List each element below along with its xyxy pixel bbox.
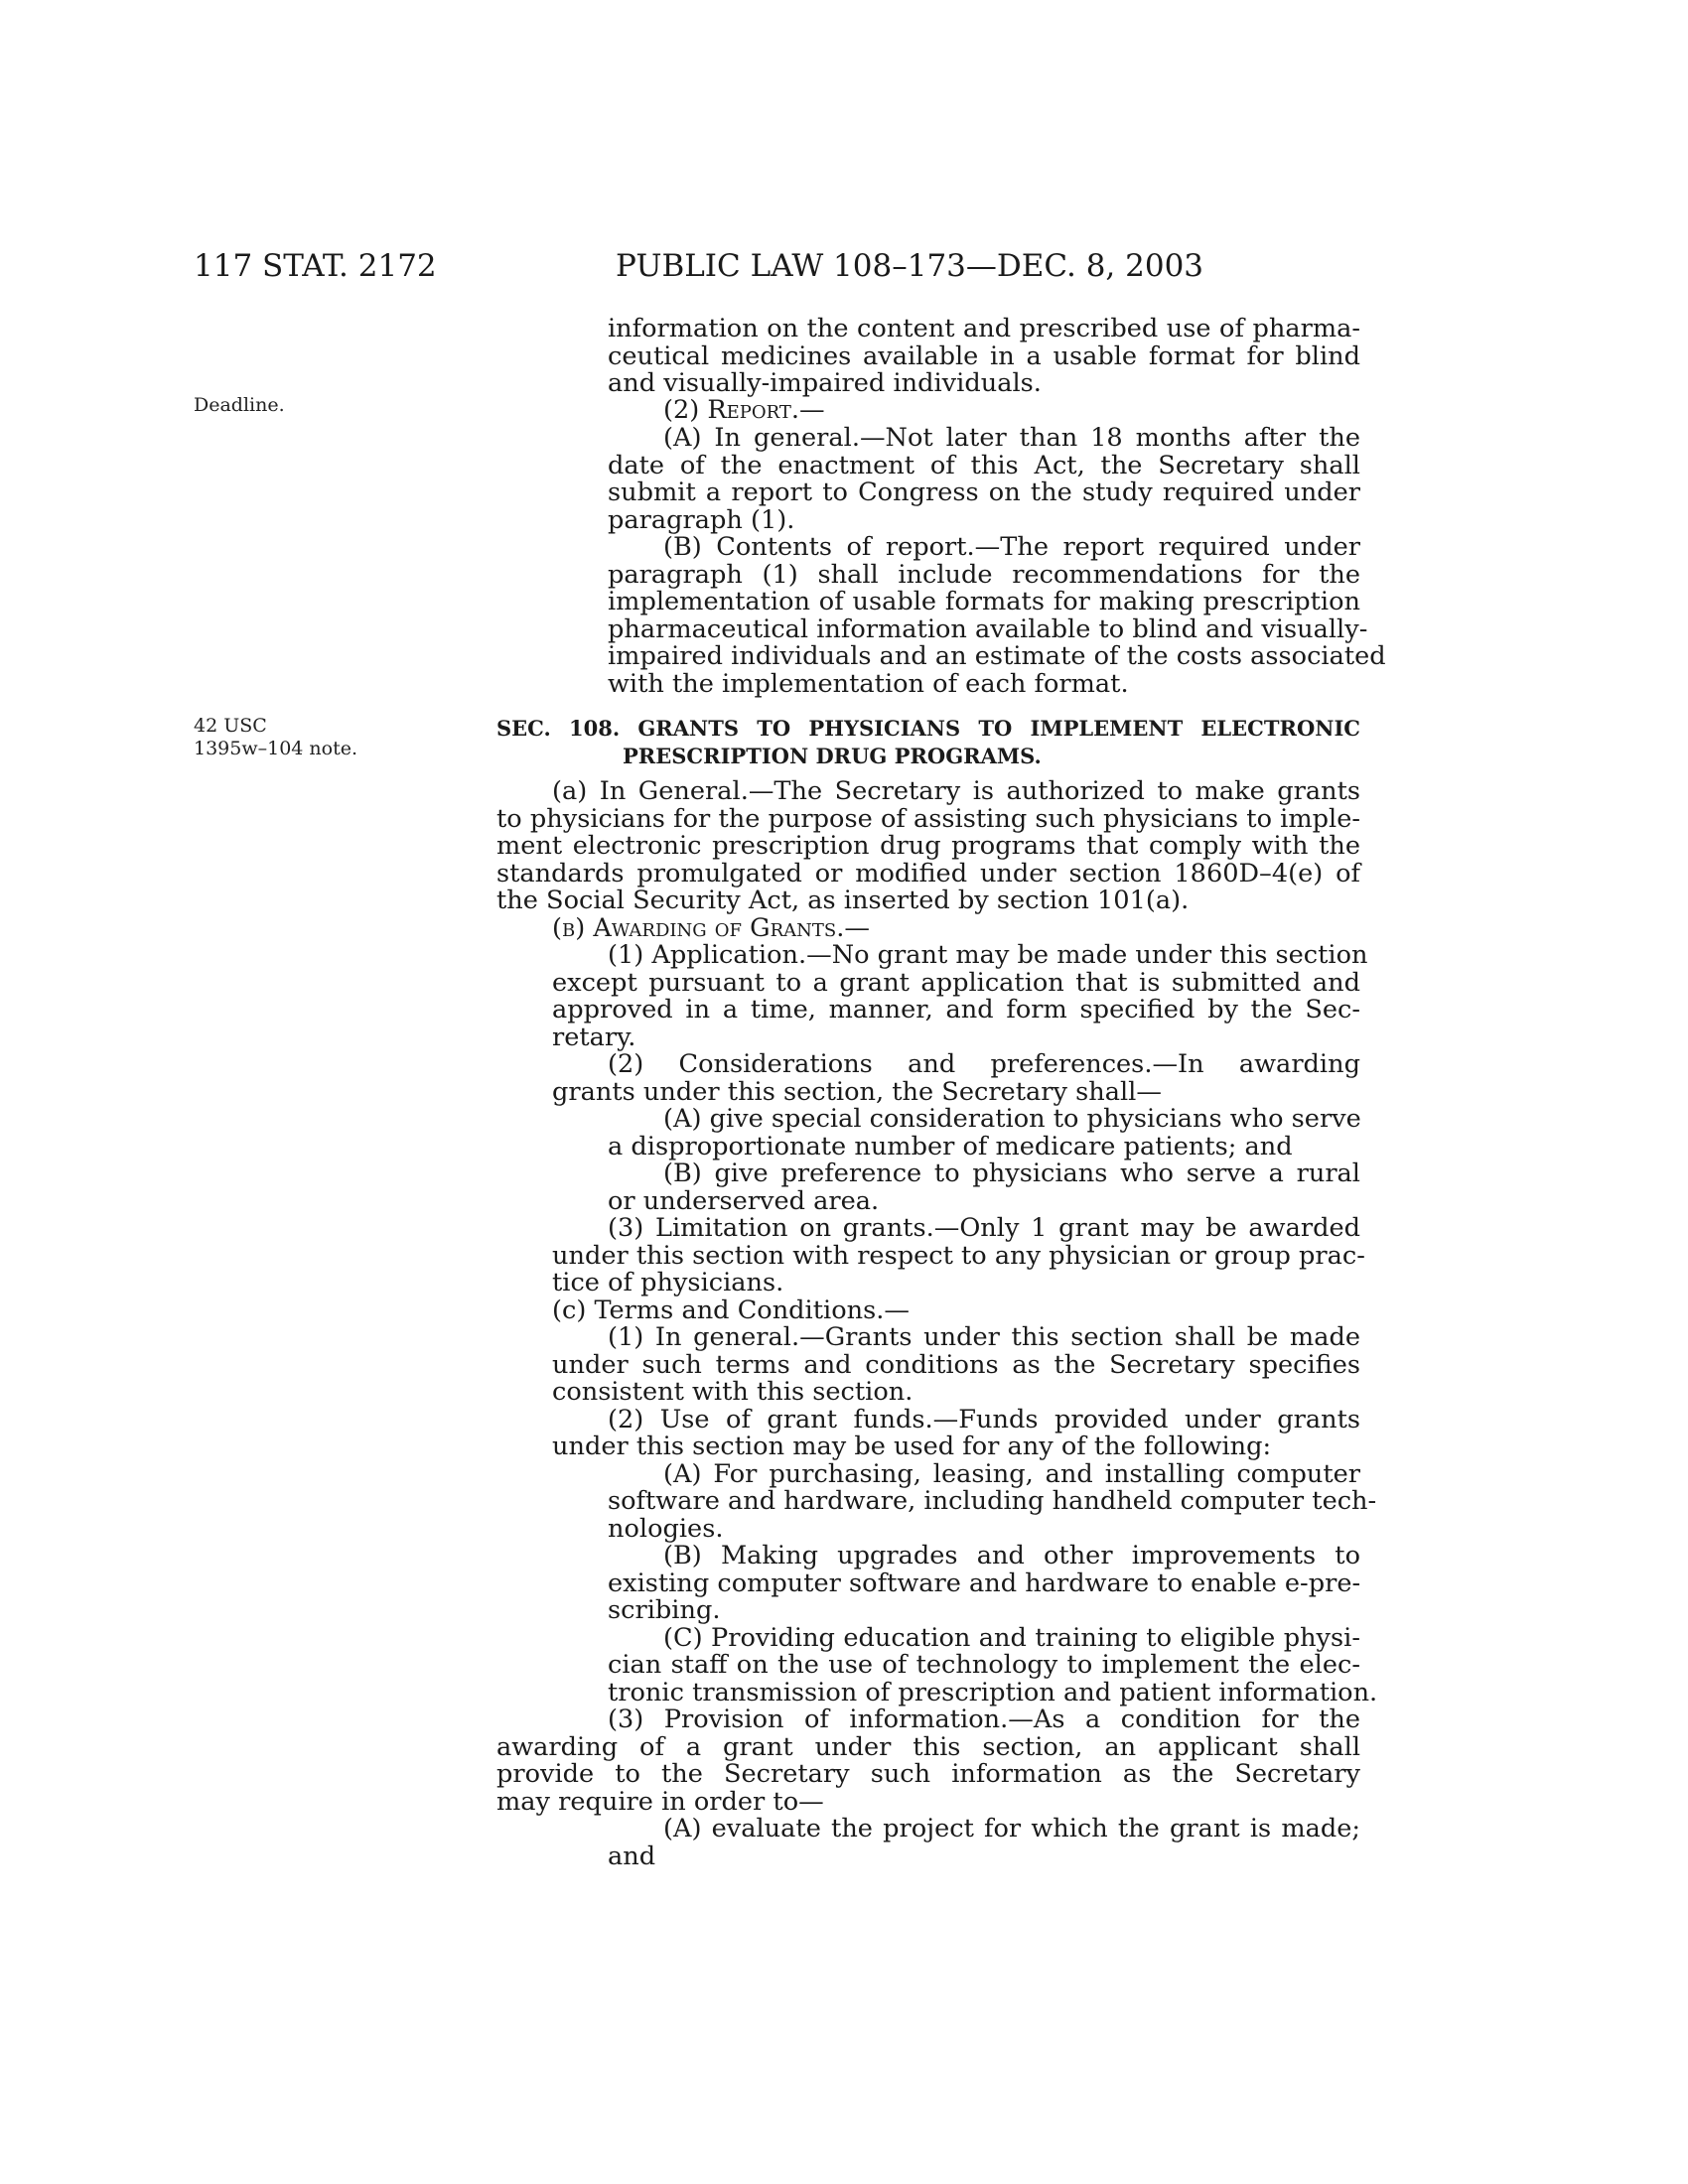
- report-paragraph-a: [608, 425, 1360, 534]
- text-line: approved in a time, manner, and form specified by the Sec-: [552, 995, 1360, 1024]
- text-line: (C) Providing education and training to eligible physi-: [663, 1622, 1360, 1653]
- text-line: a disproportionate number of medicare patients; and: [608, 1131, 1293, 1161]
- text-line: with the implementation of each format.: [608, 668, 1129, 699]
- text-line: to physicians for the purpose of assisting such physicians to imple-: [496, 803, 1360, 834]
- section-heading-line-2: PRESCRIPTION DRUG PROGRAMS.: [623, 743, 1042, 768]
- text-line: tice of physicians.: [552, 1268, 784, 1297]
- text-line: retary.: [552, 1022, 636, 1052]
- text-line: (c) Terms and Conditions.—: [552, 1295, 910, 1325]
- top-paragraph: [608, 316, 1360, 398]
- text-line: existing computer software and hardware to enable e-pre-: [608, 1568, 1361, 1598]
- text-line: consistent with this section.: [552, 1377, 914, 1407]
- section-body: [496, 776, 1378, 1871]
- text-line: or underserved area.: [608, 1185, 880, 1216]
- text-line: (b) Awarding of Grants.—: [552, 912, 870, 943]
- margin-note-deadline: Deadline.: [194, 394, 285, 416]
- text-line: (B) give preference to physicians who serve a rural: [663, 1159, 1360, 1188]
- text-line: impaired individuals and an estimate of the costs associated: [608, 641, 1386, 671]
- text-line: (a) In General.—The Secretary is authorized to make grants: [552, 776, 1360, 806]
- text-line: (3) Limitation on grants.—Only 1 grant may be awarded: [608, 1213, 1360, 1243]
- text-line: paragraph (1) shall include recommendations for the: [608, 559, 1360, 590]
- text-line: grants under this section, the Secretary shall—: [552, 1076, 1162, 1107]
- text-line: (2) Use of grant funds.—Funds provided under grants: [608, 1404, 1360, 1434]
- margin-note-usc-1: 42 USC: [194, 715, 267, 737]
- text-line: information on the content and prescribed use of pharma-: [608, 314, 1360, 343]
- text-line: (A) For purchasing, leasing, and installing computer: [663, 1458, 1360, 1489]
- text-line: tronic transmission of prescription and patient information.: [608, 1677, 1378, 1707]
- text-line: (A) In general.—Not later than 18 months after the: [663, 423, 1360, 453]
- report-paragraph-b: [608, 532, 1386, 699]
- text-line: ceutical medicines available in a usable format for blind: [608, 341, 1360, 371]
- text-line: under such terms and conditions as the Secretary specifies: [552, 1349, 1360, 1380]
- text-line: (B) Making upgrades and other improvements to: [663, 1541, 1360, 1570]
- text-line: (1) Application.—No grant may be made under this section: [608, 940, 1368, 970]
- text-line: software and hardware, including handheld computer tech-: [608, 1486, 1377, 1516]
- text-line: date of the enactment of this Act, the Secretary shall: [608, 450, 1360, 480]
- text-line: (3) Provision of information.—As a condition for the: [608, 1705, 1360, 1734]
- text-line: (A) evaluate the project for which the grant is made;: [663, 1814, 1360, 1843]
- text-line: pharmaceutical information available to blind and visually-: [608, 614, 1368, 644]
- text-line: and visually-impaired individuals.: [608, 368, 1042, 398]
- text-line: (B) Contents of report.—The report required under: [663, 532, 1360, 562]
- section-heading: [496, 715, 1360, 769]
- margin-note-usc-2: 1395w–104 note.: [194, 738, 358, 759]
- text-line: except pursuant to a grant application that is submitted and: [552, 967, 1360, 998]
- text-line: nologies.: [608, 1513, 724, 1544]
- text-line: implementation of usable formats for making prescription: [608, 587, 1360, 616]
- text-line: under this section may be used for any of the following:: [552, 1432, 1272, 1461]
- statute-page-number: 117 STAT. 2172: [194, 248, 437, 284]
- text-line: submit a report to Congress on the study required under: [608, 478, 1360, 507]
- text-line: cian staff on the use of technology to implement the elec-: [608, 1650, 1360, 1680]
- text-line: paragraph (1).: [608, 504, 795, 535]
- running-header: PUBLIC LAW 108–173—DEC. 8, 2003: [616, 248, 1204, 284]
- text-line: and: [608, 1841, 656, 1871]
- text-line: (1) In general.—Grants under this section shall be made: [608, 1322, 1360, 1352]
- section-heading-line-1: SEC. 108. GRANTS TO PHYSICIANS TO IMPLEMENT ELECTRONIC: [496, 716, 1360, 741]
- text-line: (2) Considerations and preferences.—In awarding: [608, 1049, 1360, 1079]
- text-line: the Social Security Act, as inserted by section 101(a).: [496, 886, 1190, 915]
- text-line: scribing.: [608, 1595, 721, 1625]
- text-line: ment electronic prescription drug programs that comply with the: [496, 831, 1360, 861]
- subsection-heading: (2) Report.—: [663, 395, 825, 425]
- text-line: under this section with respect to any physician or group prac-: [552, 1240, 1365, 1271]
- text-line: standards promulgated or modified under section 1860D–4(e) of: [496, 858, 1360, 888]
- text-line: may require in order to—: [496, 1786, 824, 1817]
- report-heading: [663, 397, 1360, 425]
- text-line: awarding of a grant under this section, an applicant shall: [496, 1731, 1360, 1762]
- text-line: provide to the Secretary such information as the Secretary: [496, 1759, 1360, 1789]
- text-line: (A) give special consideration to physicians who serve: [663, 1104, 1361, 1134]
